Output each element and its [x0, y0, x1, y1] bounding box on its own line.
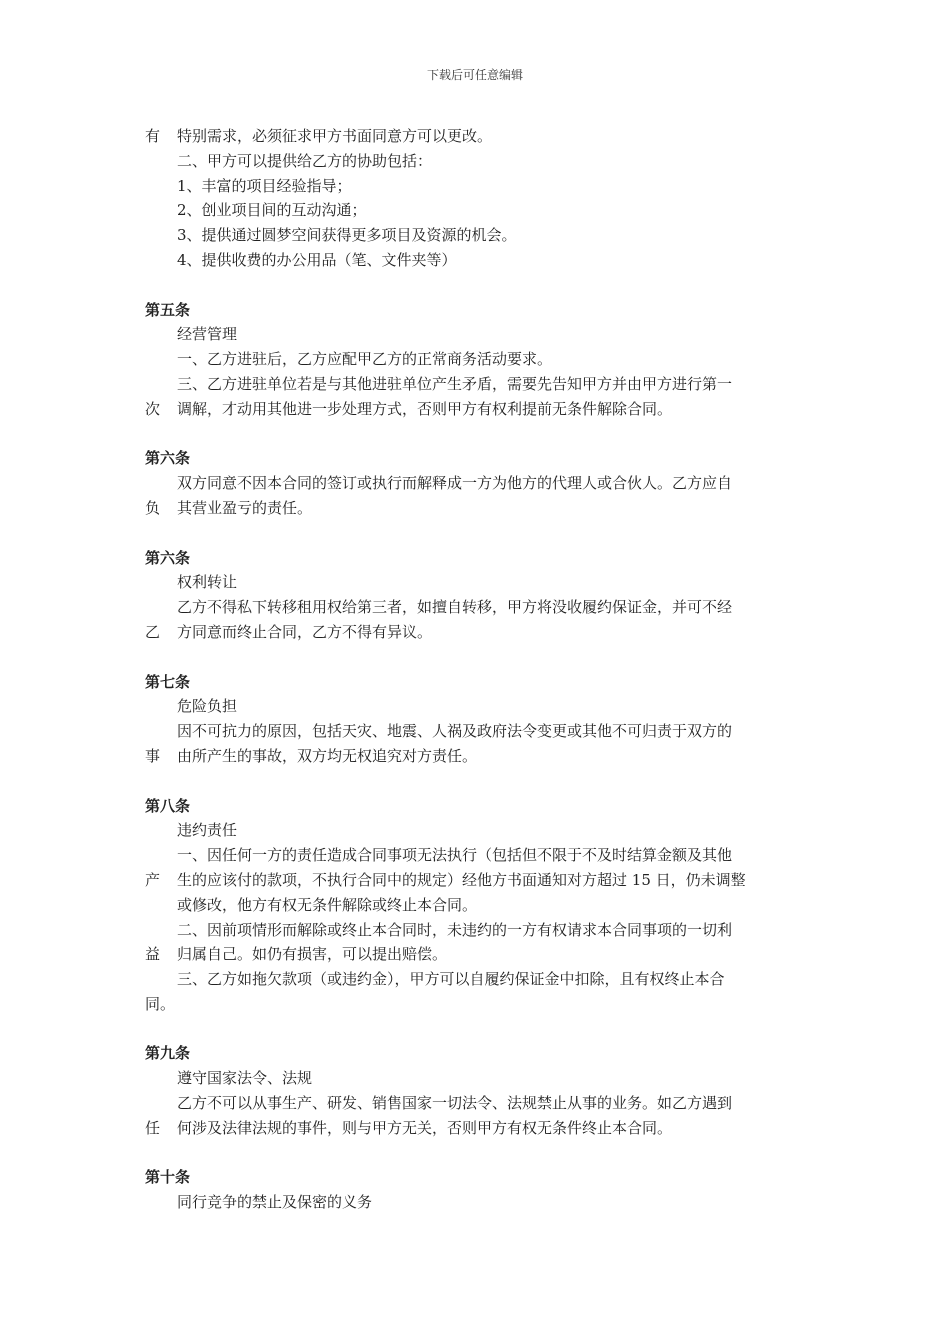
spacer [145, 1141, 810, 1166]
hanging-char: 负 [145, 498, 161, 517]
text-line: 三、乙方如拖欠款项（或违约金），甲方可以自履约保证金中扣除，且有权终止本合 [177, 970, 725, 989]
page-header: 下载后可任意编辑 [426, 68, 523, 82]
section-subtitle: 违约责任 [177, 821, 238, 840]
text-line [145, 868, 810, 893]
section-subtitle: 同行竞争的禁止及保密的义务 [177, 1193, 373, 1212]
text-line: 一、因任何一方的责任造成合同事项无法执行（包括但不限于不及时结算金额及其他 [177, 846, 733, 865]
line-text: 由所产生的事故，双方均无权追究对方责任。 [177, 746, 478, 765]
list-item: 4、提供收费的办公用品（笔、文件夹等） [177, 250, 457, 269]
section-heading-7: 第七条 [145, 672, 191, 691]
spacer [145, 645, 810, 670]
spacer [145, 422, 810, 447]
line-text: 生的应该付的款项，不执行合同中的规定）经他方书面通知对方超过 15 日，仍未调整 [177, 870, 746, 889]
text-line: 或修改，他方有权无条件解除或终止本合同。 [177, 895, 478, 914]
line-text: 何涉及法律法规的事件，则与甲方无关，否则甲方有权无条件终止本合同。 [177, 1118, 673, 1137]
line-text: 调解，才动用其他进一步处理方式，否则甲方有权利提前无条件解除合同。 [177, 399, 673, 418]
line-text: 特别需求，必须征求甲方书面同意方可以更改。 [177, 127, 493, 145]
section-heading-6b: 第六条 [145, 548, 191, 567]
hanging-char: 任 [145, 1118, 161, 1137]
section-heading-10: 第十条 [145, 1168, 191, 1187]
spacer [145, 769, 810, 794]
line-text: 其营业盈亏的责任。 [177, 498, 313, 517]
section-heading-9: 第九条 [145, 1044, 191, 1063]
text-line [145, 1116, 810, 1141]
section-subtitle: 危险负担 [177, 697, 238, 716]
line-text: 归属自己。如仍有损害，可以提出赔偿。 [177, 945, 448, 964]
text-line [145, 397, 810, 422]
section-subtitle: 遵守国家法令、法规 [177, 1069, 313, 1088]
list-item: 1、丰富的项目经验指导； [177, 176, 352, 195]
text-line [145, 124, 810, 149]
text-line: 因不可抗力的原因，包括天灾、地震、人祸及政府法令变更或其他不可归责于双方的 [177, 722, 733, 741]
spacer [145, 521, 810, 546]
section-heading-6: 第六条 [145, 449, 191, 468]
section-subtitle: 权利转让 [177, 573, 238, 592]
hanging-char: 有 [145, 127, 161, 145]
document-body [145, 124, 810, 1215]
text-line: 二、甲方可以提供给乙方的协助包括： [177, 151, 433, 170]
text-line: 二、因前项情形而解除或终止本合同时，未违约的一方有权请求本合同事项的一切利 [177, 920, 733, 939]
text-line: 一、乙方进驻后，乙方应配甲乙方的正常商务活动要求。 [177, 350, 553, 369]
text-line: 三、乙方进驻单位若是与其他进驻单位产生矛盾，需要先告知甲方并由甲方进行第一 [177, 374, 733, 393]
spacer [145, 273, 810, 298]
section-heading-5: 第五条 [145, 300, 191, 319]
hanging-char: 乙 [145, 622, 161, 641]
section-subtitle: 经营管理 [177, 325, 238, 344]
text-line [145, 744, 810, 769]
text-line: 乙方不得私下转移租用权给第三者，如擅自转移，甲方将没收履约保证金，并可不经 [177, 598, 733, 617]
text-line [145, 942, 810, 967]
text-line: 乙方不可以从事生产、研发、销售国家一切法令、法规禁止从事的业务。如乙方遇到 [177, 1094, 733, 1113]
hanging-char: 事 [145, 746, 161, 765]
hanging-char: 次 [145, 399, 161, 418]
list-item: 3、提供通过圆梦空间获得更多项目及资源的机会。 [177, 226, 517, 245]
text-line: 同。 [145, 994, 176, 1013]
list-item: 2、创业项目间的互动沟通； [177, 201, 367, 220]
text-line: 双方同意不因本合同的签订或执行而解释成一方为他方的代理人或合伙人。乙方应自 [177, 474, 733, 493]
text-line [145, 496, 810, 521]
text-line [145, 620, 810, 645]
section-heading-8: 第八条 [145, 796, 191, 815]
line-text: 方同意而终止合同，乙方不得有异议。 [177, 622, 433, 641]
hanging-char: 益 [145, 945, 161, 964]
spacer [145, 1017, 810, 1042]
hanging-char: 产 [145, 870, 161, 889]
